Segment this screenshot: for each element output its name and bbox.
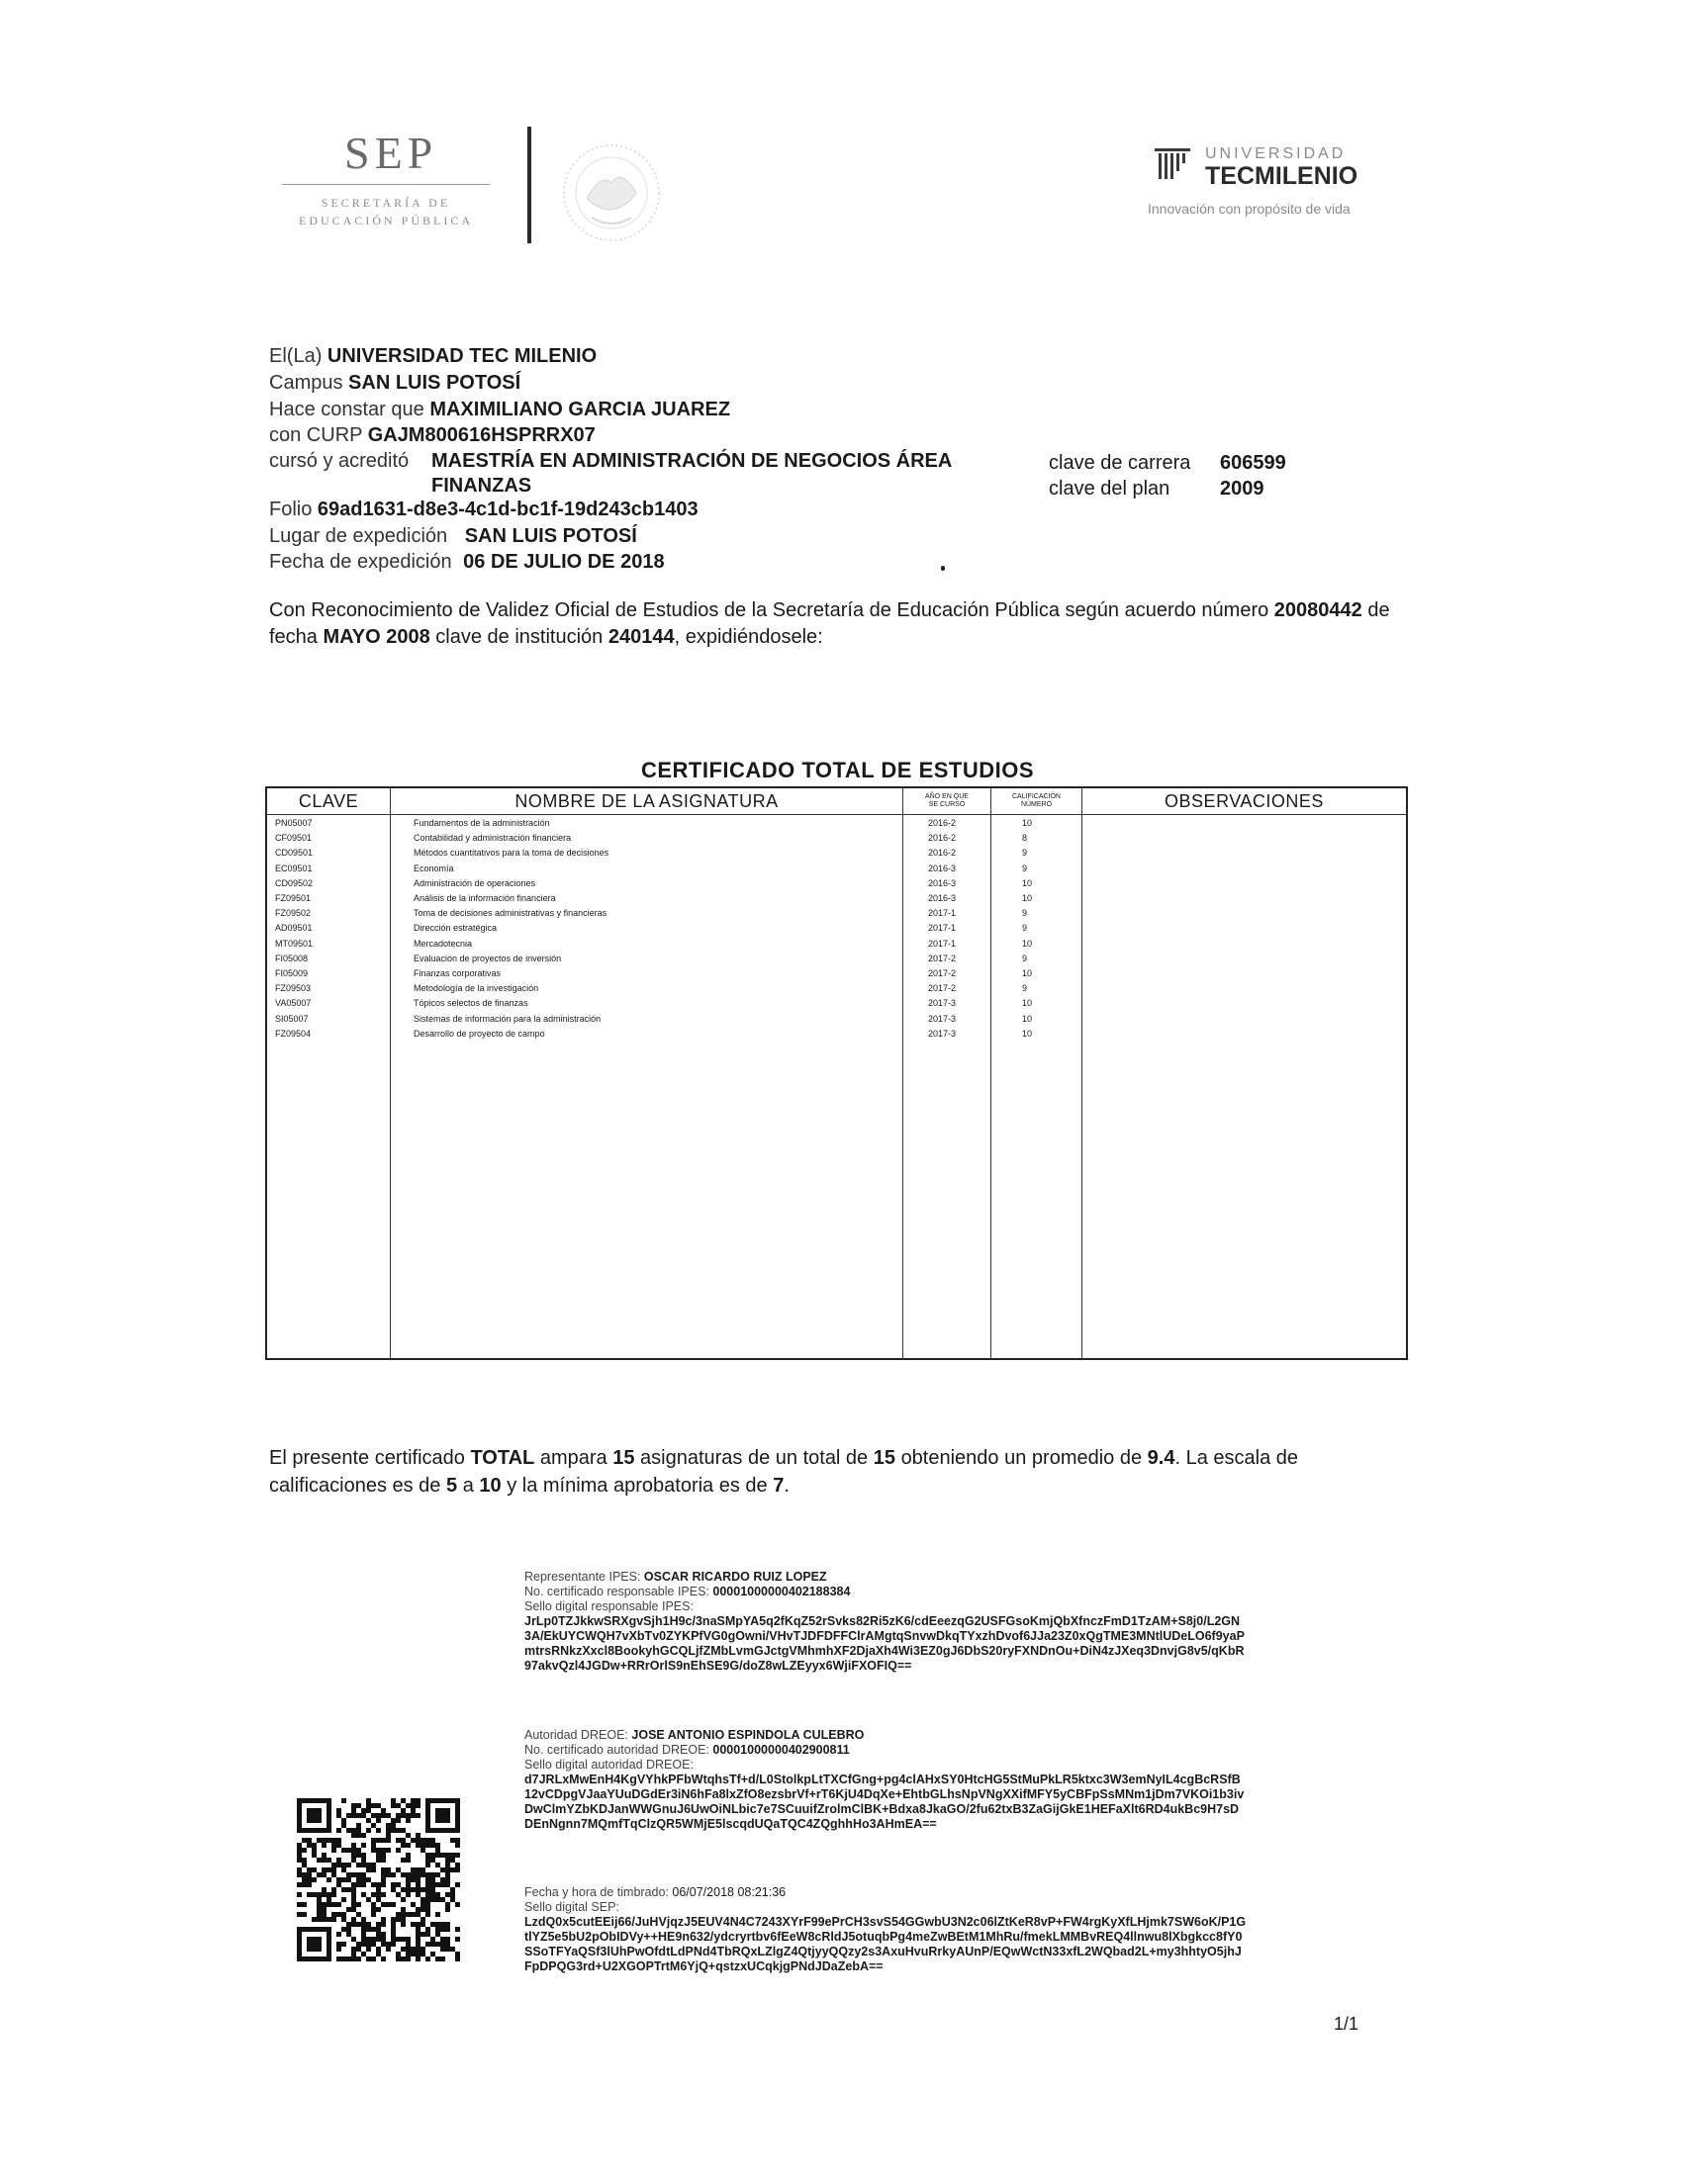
average-grade: 9.4 [1147, 1447, 1175, 1469]
row-subject-name: Tópicos selectos de finanzas [414, 998, 528, 1009]
institution-line [269, 344, 597, 368]
row-key: FI05008 [275, 953, 309, 963]
row-key: FI05009 [275, 968, 309, 978]
table-row [267, 982, 1406, 995]
sep-digital-seal: LzdQ0x5cutEEij66/JuHVjqzJ5EUV4N4C7243XYrF99ePrCH3svS54GGwbU3N2c06lZtKeR8vP+FW4rgKyXfLHjmk7SW6oK/P1G tlYZ5e5bU2pObIDVy++HE9n632/ydcryrtbv6fEeW8cRldJ5otuqbPg4meZwBEtM1MhRu/fmekLMMBvREQ4llnwu8lXbgkcc8fY0 SSoTFYaQSf3lUhPwOfdtLdPNd4TbRQxLZlgZ4QtjyyQQzy2s3AxuHvuRrkyAUnP/EQwWctN33xfL2WQbad2L+my3hhtyO5jhJ FpDPQG3rd+U2XGOPTrtM6YjQ+qstzxUCqkjgPNdJDaZebA== [524, 1915, 1247, 1973]
table-row [267, 1013, 1406, 1026]
scan-dot [941, 566, 945, 571]
row-year: 2016-3 [928, 893, 957, 903]
folio-line [269, 498, 699, 521]
col-header-year: AÑO EN QUE SE CURSÓ [925, 793, 969, 808]
sep-logo-subtitle [282, 194, 490, 229]
row-key: PN05007 [275, 818, 313, 828]
stamp-datetime: 06/07/2018 08:21:36 [672, 1885, 787, 1899]
plan-key-value: 2009 [1220, 478, 1264, 500]
col-header-grade: CALIFICACIÓN NÚMERO [1011, 793, 1061, 808]
page-number: 1/1 [1334, 2014, 1359, 2034]
row-subject-name: Finanzas corporativas [414, 968, 502, 978]
institution-value: UNIVERSIDAD TEC MILENIO [327, 345, 598, 367]
student-value: MAXIMILIANO GARCIA JUAREZ [429, 399, 731, 420]
institution-key: 240144 [607, 626, 675, 648]
folio-value: 69ad1631-d8e3-4c1d-bc1f-19d243cb1403 [317, 499, 699, 520]
tecmilenio-name: TECMILENIO [1205, 162, 1358, 190]
row-grade: 10 [1022, 893, 1033, 903]
row-subject-name: Economía [414, 863, 454, 873]
table-row [267, 938, 1406, 951]
table-row [267, 907, 1406, 920]
grades-table [265, 786, 1408, 1360]
row-key: FZ09503 [275, 983, 312, 994]
eagle-seal-icon [542, 138, 681, 247]
row-grade: 9 [1022, 953, 1028, 963]
program-line [269, 449, 409, 473]
program-label: cursó y acreditó [269, 450, 410, 472]
program-value-line1: MAESTRÍA EN ADMINISTRACIÓN DE NEGOCIOS ÁREA [431, 450, 953, 472]
date-value: 06 DE JULIO DE 2018 [463, 551, 665, 573]
row-year: 2017-2 [928, 968, 957, 978]
row-subject-name: Métodos cuantitativos para la toma de decisiones [414, 848, 609, 859]
col-header-name: NOMBRE DE LA ASIGNATURA [514, 790, 779, 811]
row-grade: 10 [1022, 1028, 1033, 1039]
table-row [267, 877, 1406, 890]
agreement-number: 20080442 [1273, 599, 1362, 621]
row-year: 2017-1 [928, 938, 957, 949]
col-header-key: CLAVE [298, 790, 359, 811]
place-line [269, 524, 637, 548]
row-year: 2017-1 [928, 923, 957, 934]
sep-signature-block: Fecha y hora de timbrado: 06/07/2018 08:21:36 Sello digital SEP: LzdQ0x5cutEEij66/JuHVjqzJ5EUV4N4C7243XYrF99ePrCH3svS54GGwbU3N2c06lZtKeR8vP+FW4rgKyXfLHjmk7SW6oK/P1G tlYZ5e5bU2pObIDVy++HE9n632/ydcryrtbv6fEeW8cRldJ5otuqbPg4meZwBEtM1MhRu/fmekLMMBvREQ4llnwu8lXbgkcc8fY0 SSoTFYaQSf3lUhPwOfdtLdPNd4TbRQxLZlgZ4QtjyyQQzy2s3AxuHvuRrkyAUnP/EQwWctN33xfL2WQbad2L+my3hhtyO5jhJ FpDPQG3rd+U2XGOPTrtM6YjQ+qstzxUCqkjgPNdJDaZebA== [524, 1885, 1247, 1973]
row-grade: 10 [1022, 1013, 1033, 1024]
col-header-observations: OBSERVACIONES [1165, 790, 1324, 811]
row-subject-name: Evaluación de proyectos de inversión [414, 953, 562, 963]
campus-label: Campus [269, 372, 343, 394]
row-year: 2017-2 [928, 983, 957, 994]
table-row [267, 847, 1406, 860]
row-year: 2017-3 [928, 1028, 957, 1039]
passing-grade: 7 [773, 1475, 785, 1497]
row-key: AD09501 [275, 923, 313, 934]
row-year: 2016-3 [928, 863, 957, 873]
place-label: Lugar de expedición [269, 525, 448, 547]
row-grade: 9 [1022, 923, 1028, 934]
row-year: 2017-3 [928, 998, 957, 1009]
ipes-representative: OSCAR RICARDO RUIZ LOPEZ [643, 1570, 827, 1584]
row-key: SI05007 [275, 1013, 309, 1024]
sep-logo: SEP [344, 128, 438, 178]
dreoe-digital-seal: d7JRLxMwEnH4KgVYhkPFbWtqhsTf+d/L0StolkpLtTXCfGng+pg4clAHxSY0HtcHG5StMuPkLR5ktxc3W3emNyIL4cgBcRSfB 12vCDpgVJaaYUuDGdEr3iN6hFa8lxZfO8ezsbrVf+rT6KjU4DqXe+EhtbGLhsNpVNgXXifMFY5yCBFpSsMNm1jDm7VKOi1b3iv DwClmYZbKDJanWWGnuJ6UwOiNLbic7e7SCuuifZrolmClBK+Bdxa8JkaGO/2fu62txB3ZaGijGkE1HEFaXlt6RD4ukBc9H7sD DEnNgnn7MQmfTqClzQR5WMjE5lscqdUQaTQC4ZQghhHo3AHmEA== [524, 1773, 1245, 1831]
row-key: FZ09504 [275, 1028, 312, 1039]
row-year: 2017-3 [928, 1013, 957, 1024]
row-subject-name: Metodología de la investigación [414, 983, 539, 994]
student-label: Hace constar que [269, 399, 424, 420]
row-year: 2016-3 [928, 877, 957, 888]
curp-line [269, 423, 596, 447]
campus-line [269, 371, 520, 395]
row-year: 2016-2 [928, 833, 957, 844]
sep-subtitle-line2: EDUCACIÓN PÚBLICA [298, 214, 473, 228]
row-grade: 8 [1022, 833, 1028, 844]
agreement-date: MAYO 2008 [323, 626, 430, 648]
program-value-line2: FINANZAS [431, 475, 532, 497]
summary-paragraph: El presente certificado TOTAL ampara 15 asignaturas de un total de 15 obteniendo un promedio de 9.4. La escala de calificaciones es de 5 a 10 y la mínima aprobatoria es de 7. [269, 1447, 1298, 1497]
tecmilenio-university-label: UNIVERSIDAD [1205, 145, 1347, 162]
dreoe-authority: JOSE ANTONIO ESPINDOLA CULEBRO [631, 1728, 865, 1742]
qr-code-icon [297, 1798, 460, 1961]
folio-label: Folio [269, 499, 313, 520]
student-line [269, 398, 730, 421]
campus-value: SAN LUIS POTOSÍ [348, 372, 521, 394]
table-row [267, 817, 1406, 830]
tecmilenio-tagline: Innovación con propósito de vida [1148, 201, 1351, 217]
table-row [267, 892, 1406, 905]
table-row [267, 953, 1406, 965]
table-row [267, 967, 1406, 980]
plan-key-label: clave del plan [1049, 478, 1170, 500]
row-year: 2017-1 [928, 908, 957, 919]
date-label: Fecha de expedición [269, 551, 452, 573]
scale-min: 5 [446, 1475, 458, 1497]
row-grade: 10 [1022, 818, 1033, 828]
row-key: CF09501 [275, 833, 313, 844]
row-year: 2016-2 [928, 848, 957, 859]
dreoe-certificate-number: 00001000000402900811 [712, 1743, 850, 1757]
place-value: SAN LUIS POTOSÍ [464, 525, 637, 547]
row-grade: 9 [1022, 908, 1028, 919]
sep-logo-rule [282, 184, 490, 185]
row-grade: 9 [1022, 983, 1028, 994]
table-row [267, 997, 1406, 1010]
row-subject-name: Contabilidad y administración financiera [414, 833, 572, 844]
row-grade: 10 [1022, 998, 1033, 1009]
institution-label: El(La) [269, 345, 323, 367]
dreoe-signature-block: Autoridad DREOE: JOSE ANTONIO ESPINDOLA CULEBRO No. certificado autoridad DREOE: 00001000000402900811 Sello digital autoridad DREOE: d7JRLxMwEnH4KgVYhkPFbWtqhsTf+d/L0StolkpLtTXCfGng+pg4clAHxSY0HtcHG5StMuPkLR5ktxc3W3emNyIL4cgBcRSfB 12vCDpgVJaaYUuDGdEr3iN6hFa8lxZfO8ezsbrVf+rT6KjU4DqXe+EhtbGLhsNpVNgXXifMFY5yCBFpSsMNm1jDm7VKOi1b3iv DwClmYZbKDJanWWGnuJ6UwOiNLbic7e7SCuuifZrolmClBK+Bdxa8JkaGO/2fu62txB3ZaGijGkE1HEFaXlt6RD4ukBc9H7sD DEnNgnn7MQmfTqClzQR5WMjE5lscqdUQaTQC4ZQghhHo3AHmEA== [524, 1728, 1245, 1831]
row-grade: 10 [1022, 968, 1033, 978]
subjects-total: 15 [873, 1447, 895, 1469]
row-subject-name: Desarrollo de proyecto de campo [414, 1028, 545, 1039]
table-row [267, 922, 1406, 935]
subjects-covered: 15 [612, 1447, 635, 1469]
table-row [267, 863, 1406, 875]
date-line [269, 550, 665, 574]
sep-subtitle-line1: SECRETARÍA DE [321, 196, 451, 210]
row-key: CD09502 [275, 877, 314, 888]
row-grade: 10 [1022, 938, 1033, 949]
ipes-digital-seal: JrLp0TZJkkwSRXgvSjh1H9c/3naSMpYA5q2fKqZ52rSvks82Ri5zK6/cdEeezqG2USFGsoKmjQbXfnczFmD1TzAM+S8j0/L2GN 3A/EkUYCWQH7vXbTv0ZYKPfVG0gOwni/VHvTJDFDFFClrAMgtqSnvwDkqTYxzhDvof6JJa23Z0xQgTME3MNtlUDeLO6f9yaP mtrsRNkzXxcl8BookyhGCQLjfZMbLvmGJctgVMhmhXF2DjaXh4Wi3EZ0gJ6DbS20ryFXNDnOu+DiN4zJXeq3DnvjG8v5/qKbR 97akvQzl4JGDw+RRrOrlS9nEhSE9G/doZ8wLZEyyx6WjiFXOFIQ== [524, 1614, 1245, 1673]
table-row [267, 832, 1406, 845]
row-subject-name: Toma de decisiones administrativas y financieras [414, 908, 607, 919]
row-key: MT09501 [275, 938, 314, 949]
recognition-paragraph: Con Reconocimiento de Validez Oficial de Estudios de la Secretaría de Educación Pública según acuerdo número 20080442 de fecha MAYO 2008 clave de institución 240144, expidiéndosele: [269, 599, 1390, 648]
row-subject-name: Sistemas de información para la administración [414, 1013, 602, 1024]
row-key: FZ09501 [275, 893, 312, 903]
career-key-value: 606599 [1220, 452, 1286, 474]
ipes-signature-block: Representante IPES: OSCAR RICARDO RUIZ LOPEZ No. certificado responsable IPES: 00001000000402188384 Sello digital responsable IPES: JrLp0TZJkkwSRXgvSjh1H9c/3naSMpYA5q2fKqZ52rSvks82Ri5zK6/cdEeezqG2USFGsoKmjQbXfnczFmD1TzAM+S8j0/L2GN 3A/EkUYCWQH7vXbTv0ZYKPfVG0gOwni/VHvTJDFDFFClrAMgtqSnvwDkqTYxzhDvof6JJa23Z0xQgTME3MNtlUDeLO6f9yaP mtrsRNkzXxcl8BookyhGCQLjfZMbLvmGJctgVMhmhXF2DjaXh4Wi3EZ0gJ6DbS20ryFXNDnOu+DiN4zJXeq3DnvjG8v5/qKbR 97akvQzl4JGDw+RRrOrlS9nEhSE9G/doZ8wLZEyyx6WjiFXOFIQ== [524, 1570, 1245, 1673]
curp-value: GAJM800616HSPRRX07 [367, 424, 596, 446]
row-key: EC09501 [275, 863, 313, 873]
ipes-certificate-number: 00001000000402188384 [712, 1585, 851, 1598]
row-grade: 9 [1022, 848, 1028, 859]
tecmilenio-logo-icon [1153, 144, 1192, 184]
row-year: 2017-2 [928, 953, 957, 963]
row-subject-name: Análisis de la información financiera [414, 893, 556, 903]
career-key-label: clave de carrera [1049, 452, 1191, 474]
scale-max: 10 [479, 1475, 502, 1497]
curp-label: con CURP [269, 424, 363, 446]
row-subject-name: Administración de operaciones [414, 877, 536, 888]
row-subject-name: Mercadotecnia [414, 938, 473, 949]
certificate-type: TOTAL [470, 1447, 535, 1469]
row-key: VA05007 [275, 998, 312, 1009]
row-grade: 10 [1022, 877, 1033, 888]
row-grade: 9 [1022, 863, 1028, 873]
row-year: 2016-2 [928, 818, 957, 828]
table-row [267, 1028, 1406, 1041]
certificate-title: CERTIFICADO TOTAL DE ESTUDIOS [640, 758, 1035, 782]
row-key: FZ09502 [275, 908, 312, 919]
header-divider [527, 127, 531, 243]
row-subject-name: Fundamentos de la administración [414, 818, 550, 828]
row-subject-name: Dirección estratégica [414, 923, 498, 934]
row-key: CD09501 [275, 848, 314, 859]
